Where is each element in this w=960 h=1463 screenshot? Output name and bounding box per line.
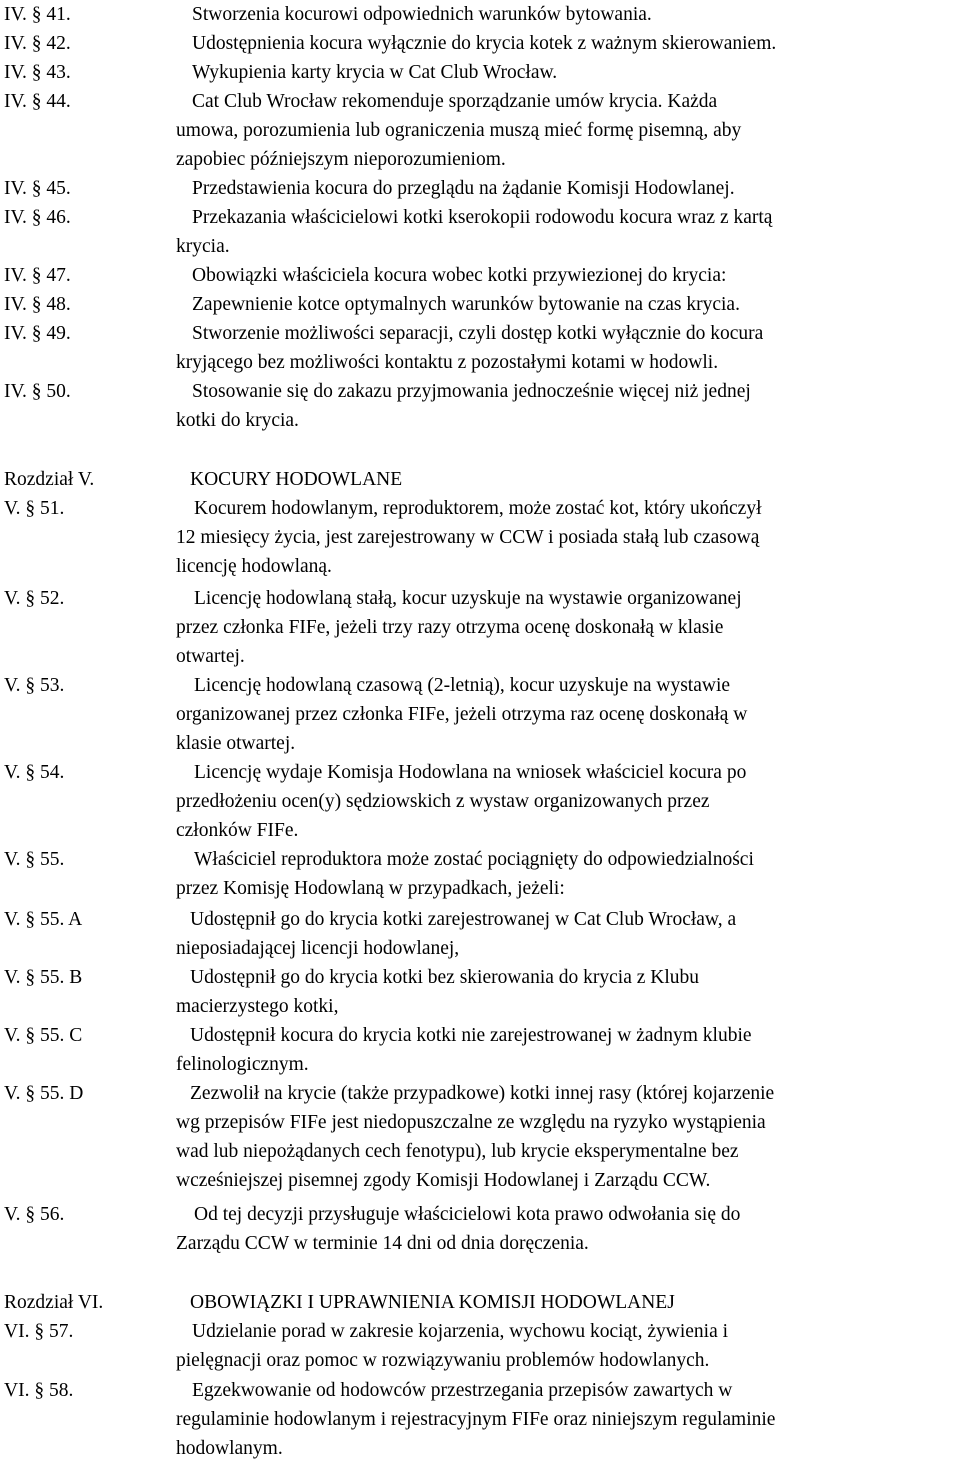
text-line: regulaminie hodowlanym i rejestracyjnym FIFe oraz niniejszym regulaminie (176, 1409, 776, 1430)
text-line: Przekazania właścicielowi kotki kserokopii rodowodu kocura wraz z kartą (192, 207, 773, 228)
paragraph-text (176, 671, 956, 758)
text-line: wcześniejszej pisemnej zgody Komisji Hodowlanej i Zarządu CCW. (176, 1170, 711, 1191)
text-line: Od tej decyzji przysługuje właścicielowi kota prawo odwołania się do (194, 1204, 741, 1225)
text-line: krycia. (176, 236, 230, 257)
text-line: Zarządu CCW w terminie 14 dni od dnia doręczenia. (176, 1233, 589, 1254)
text-line: klasie otwartej. (176, 733, 296, 754)
text-line: członków FIFe. (176, 820, 299, 841)
paragraph-text (176, 845, 956, 903)
text-line: Cat Club Wrocław rekomenduje sporządzanie umów krycia. Każda (192, 91, 718, 112)
paragraph-number: V. § 51. (4, 498, 65, 519)
text-line: kotki do krycia. (176, 410, 299, 431)
paragraph-number: V. § 55. C (4, 1025, 83, 1046)
text-line: felinologicznym. (176, 1054, 309, 1075)
paragraph-text (176, 87, 956, 174)
paragraph-number: IV. § 47. (4, 265, 71, 286)
text-line: wg przepisów FIFe jest niedopuszczalne ze względu na ryzyko wystąpienia (176, 1112, 766, 1133)
paragraph-number: V. § 55. (4, 849, 65, 870)
paragraph-text (176, 1317, 956, 1375)
paragraph-number: IV. § 44. (4, 91, 71, 112)
paragraph-text (176, 58, 956, 87)
paragraph-number: IV. § 46. (4, 207, 71, 228)
paragraph-text (176, 1079, 956, 1195)
paragraph-number: IV. § 48. (4, 294, 71, 315)
chapter-number: Rozdział V. (4, 469, 95, 490)
text-line: Przedstawienia kocura do przeglądu na żądanie Komisji Hodowlanej. (192, 178, 735, 199)
paragraph-text (176, 29, 956, 58)
text-line: Stworzenie możliwości separacji, czyli dostęp kotki wyłącznie do kocura (192, 323, 764, 344)
paragraph-text (176, 290, 956, 319)
paragraph-number: IV. § 50. (4, 381, 71, 402)
paragraph-number: IV. § 42. (4, 33, 71, 54)
text-line: Licencję hodowlaną stałą, kocur uzyskuje na wystawie organizowanej (194, 588, 742, 609)
paragraph-number: V. § 55. D (4, 1083, 84, 1104)
text-line: Wykupienia karty krycia w Cat Club Wrocław. (192, 62, 558, 83)
paragraph-number: IV. § 43. (4, 62, 71, 83)
text-line: organizowanej przez członka FIFe, jeżeli otrzyma raz ocenę doskonałą w (176, 704, 748, 725)
text-line: 12 miesięcy życia, jest zarejestrowany w CCW i posiada stałą lub czasową (176, 527, 760, 548)
paragraph-text (176, 377, 956, 435)
chapter-number: Rozdział VI. (4, 1292, 104, 1313)
paragraph-text (176, 758, 956, 845)
text-line: przedłożeniu ocen(y) sędziowskich z wystaw organizowanych przez (176, 791, 710, 812)
paragraph-number: V. § 52. (4, 588, 65, 609)
text-line: Zezwolił na krycie (także przypadkowe) kotki innej rasy (której kojarzenie (190, 1083, 775, 1104)
chapter-title: OBOWIĄZKI I UPRAWNIENIA KOMISJI HODOWLANEJ (190, 1292, 675, 1313)
paragraph-number: V. § 53. (4, 675, 65, 696)
text-line: zapobiec późniejszym nieporozumieniom. (176, 149, 506, 170)
paragraph-text (176, 1376, 956, 1463)
text-line: Obowiązki właściciela kocura wobec kotki przywiezionej do krycia: (192, 265, 727, 286)
text-line: hodowlanym. (176, 1438, 283, 1459)
text-line: Egzekwowanie od hodowców przestrzegania przepisów zawartych w (192, 1380, 733, 1401)
text-line: Kocurem hodowlanym, reproduktorem, może zostać kot, który ukończył (194, 498, 762, 519)
paragraph-number: IV. § 45. (4, 178, 71, 199)
paragraph-number: V. § 55. B (4, 967, 83, 988)
text-line: Licencję wydaje Komisja Hodowlana na wniosek właściciel kocura po (194, 762, 747, 783)
text-line: Stosowanie się do zakazu przyjmowania jednocześnie więcej niż jednej (192, 381, 751, 402)
paragraph-text (176, 174, 956, 203)
paragraph-text (176, 203, 956, 261)
paragraph-number: VI. § 58. (4, 1380, 74, 1401)
paragraph-number: VI. § 57. (4, 1321, 74, 1342)
text-line: Właściciel reproduktora może zostać pociągnięty do odpowiedzialności (194, 849, 754, 870)
text-line: Udostępnił kocura do krycia kotki nie zarejestrowanej w żadnym klubie (190, 1025, 752, 1046)
text-line: Udostępnił go do krycia kotki zarejestrowanej w Cat Club Wrocław, a (190, 909, 737, 930)
paragraph-text (176, 261, 956, 290)
chapter-title: KOCURY HODOWLANE (190, 469, 403, 490)
text-line: licencję hodowlaną. (176, 556, 332, 577)
text-line: przez członka FIFe, jeżeli trzy razy otrzyma ocenę doskonałą w klasie (176, 617, 724, 638)
text-line: kryjącego bez możliwości kontaktu z pozostałymi kotami w hodowli. (176, 352, 719, 373)
paragraph-text (176, 1021, 956, 1079)
paragraph-text (176, 319, 956, 377)
text-line: przez Komisję Hodowlaną w przypadkach, jeżeli: (176, 878, 565, 899)
paragraph-text (176, 584, 956, 671)
paragraph-text (176, 963, 956, 1021)
text-line: Stworzenia kocurowi odpowiednich warunków bytowania. (192, 4, 652, 25)
text-line: Udzielanie porad w zakresie kojarzenia, wychowu kociąt, żywienia i (192, 1321, 729, 1342)
text-line: nieposiadającej licencji hodowlanej, (176, 938, 460, 959)
text-line: Udostępnienia kocura wyłącznie do krycia kotek z ważnym skierowaniem. (192, 33, 777, 54)
text-line: macierzystego kotki, (176, 996, 339, 1017)
paragraph-number: IV. § 41. (4, 4, 71, 25)
text-line: otwartej. (176, 646, 245, 667)
paragraph-text (176, 905, 956, 963)
paragraph-text (176, 494, 956, 581)
text-line: umowa, porozumienia lub ograniczenia muszą mieć formę pisemną, aby (176, 120, 742, 141)
paragraph-number: V. § 55. A (4, 909, 83, 930)
text-line: wad lub niepożądanych cech fenotypu), lub krycie eksperymentalne bez (176, 1141, 739, 1162)
text-line: Zapewnienie kotce optymalnych warunków bytowanie na czas krycia. (192, 294, 740, 315)
paragraph-text (176, 1200, 956, 1258)
text-line: Licencję hodowlaną czasową (2-letnią), kocur uzyskuje na wystawie (194, 675, 731, 696)
paragraph-text (176, 0, 956, 29)
paragraph-number: IV. § 49. (4, 323, 71, 344)
paragraph-number: V. § 56. (4, 1204, 65, 1225)
text-line: Udostępnił go do krycia kotki bez skierowania do krycia z Klubu (190, 967, 700, 988)
text-line: pielęgnacji oraz pomoc w rozwiązywaniu problemów hodowlanych. (176, 1350, 710, 1371)
paragraph-number: V. § 54. (4, 762, 65, 783)
